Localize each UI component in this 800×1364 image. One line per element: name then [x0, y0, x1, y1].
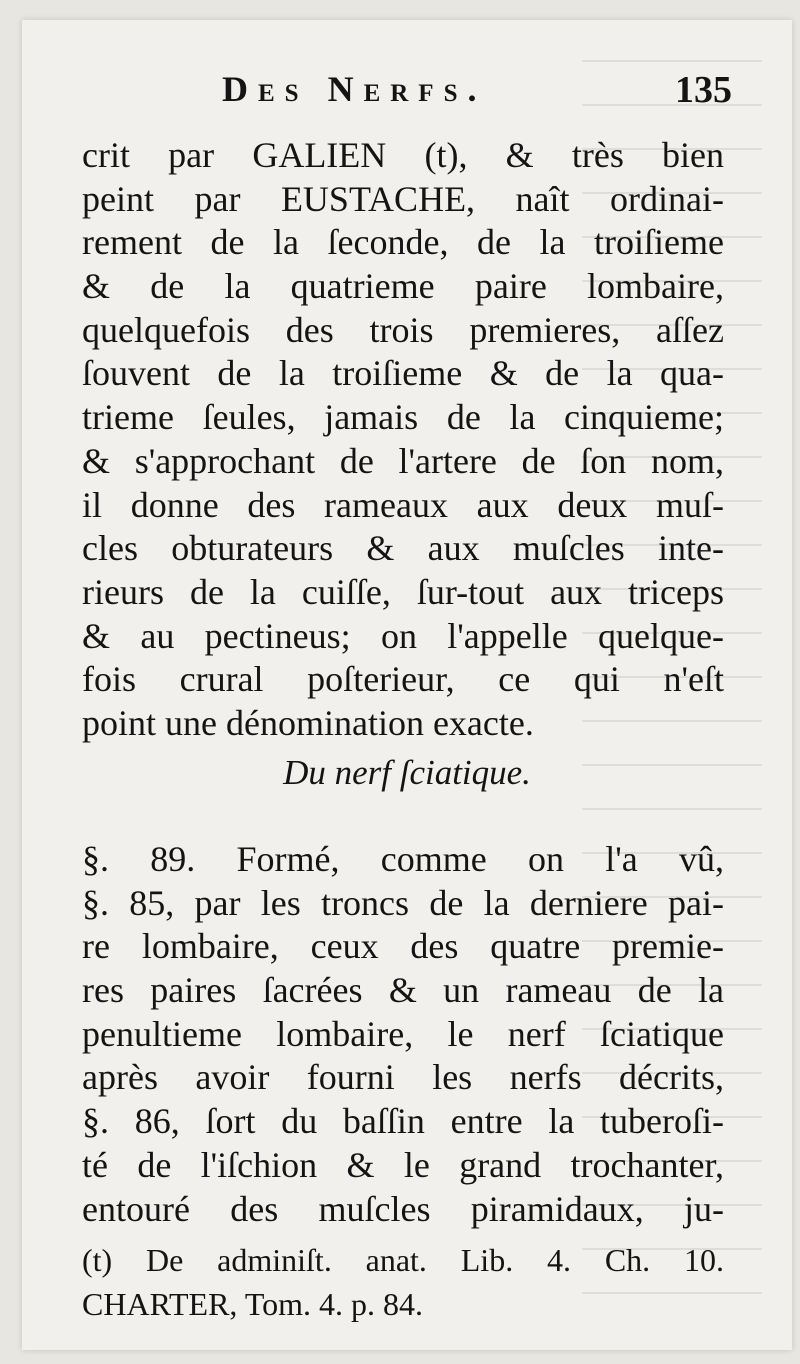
text-line: §. 89. Formé, comme on l'a vû,: [82, 839, 724, 879]
text-line: rement de la ſeconde, de la troiſieme: [82, 222, 724, 263]
text-line: & de la quatrieme paire lombaire,: [82, 266, 724, 307]
text-line: té de l'iſchion & le grand trochanter,: [82, 1144, 724, 1185]
footnote: [82, 1238, 724, 1326]
text-line: cles obturateurs & aux muſcles inte-: [82, 528, 724, 569]
page-header: [222, 68, 732, 118]
text-line: il donne des rameaux aux deux muſ-: [82, 484, 724, 525]
text-line: quelquefois des trois premieres, aſſez: [82, 309, 724, 350]
text-line: peint par EUSTACHE, naît ordinai-: [82, 178, 724, 219]
text-line: point une dénomination exacte.: [82, 702, 534, 743]
text-line: & s'approchant de l'artere de ſon nom,: [82, 440, 724, 481]
text-line: res paires ſacrées & un rameau de la: [82, 970, 724, 1011]
text-line: §. 86, ſort du baſſin entre la tuberoſi-: [82, 1101, 724, 1142]
text-line: & au pectineus; on l'appelle quelque-: [82, 615, 724, 656]
text-line: trieme ſeules, jamais de la cinquieme;: [82, 397, 724, 438]
text-line: penultieme lombaire, le nerf ſciatique: [82, 1013, 724, 1054]
footnote-line: CHARTER, Tom. 4. p. 84.: [82, 1286, 424, 1322]
text-line: fois crural poſterieur, ce qui n'eſt: [82, 659, 724, 700]
text-line: re lombaire, ceux des quatre premie-: [82, 926, 724, 967]
running-head: Des Nerfs.: [222, 69, 487, 109]
paragraph-1: [82, 134, 724, 746]
text-line: après avoir fourni les nerfs décrits,: [82, 1057, 724, 1098]
footnote-line: (t) De adminiſt. anat. Lib. 4. Ch. 10.: [82, 1242, 724, 1278]
paragraph-2: [82, 838, 724, 1231]
text-line: entouré des muſcles piramidaux, ju-: [82, 1188, 724, 1229]
book-page: [22, 20, 792, 1350]
page-number: 135: [675, 69, 732, 111]
text-line: rieurs de la cuiſſe, ſur-tout aux triceps: [82, 571, 724, 612]
text-line: crit par GALIEN (t), & très bien: [82, 135, 724, 175]
text-line: §. 85, par les troncs de la derniere pai-: [82, 882, 724, 923]
footnote-separator: [82, 1227, 724, 1228]
section-heading: Du nerf ſciatique.: [283, 753, 531, 792]
text-line: ſouvent de la troiſieme & de la qua-: [82, 353, 724, 394]
